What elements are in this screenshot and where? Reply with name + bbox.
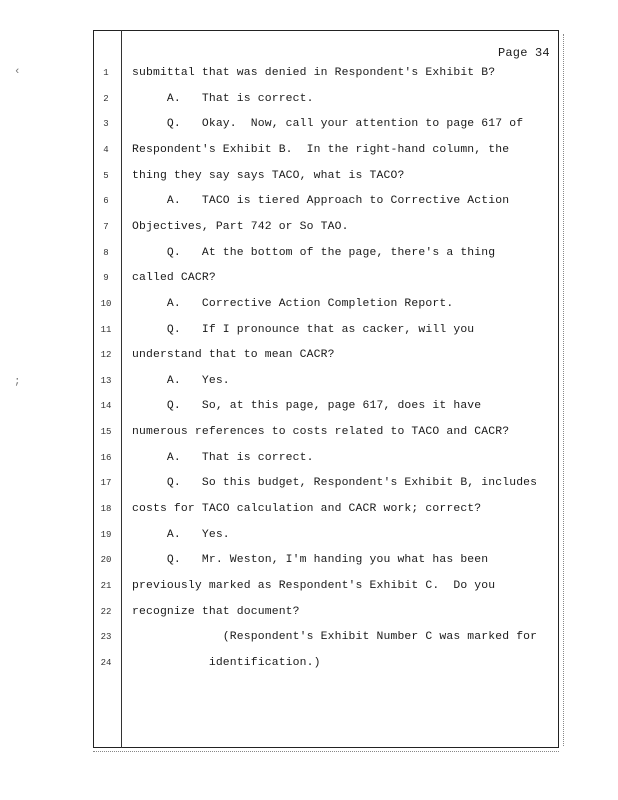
right-edge-dotted-rule <box>563 34 564 746</box>
transcript-line: A. TACO is tiered Approach to Corrective Action <box>132 195 510 208</box>
transcript-line: called CACR? <box>132 272 216 285</box>
line-number: 3 <box>103 119 109 130</box>
transcript-line: Respondent's Exhibit B. In the right-hand column, the <box>132 143 510 156</box>
line-number: 10 <box>100 298 112 309</box>
line-number: 8 <box>103 247 109 258</box>
transcript-line: identification.) <box>132 656 321 669</box>
line-number: 22 <box>100 606 112 617</box>
transcript-line: Objectives, Part 742 or So TAO. <box>132 220 349 233</box>
transcript-line: previously marked as Respondent's Exhibit C. Do you <box>132 580 496 592</box>
transcript-line: A. Corrective Action Completion Report. <box>132 297 454 310</box>
line-number: 17 <box>100 478 112 489</box>
line-number: 16 <box>100 452 112 463</box>
line-number: 23 <box>100 632 112 643</box>
transcript-line: recognize that document? <box>132 605 300 618</box>
transcript-line: understand that to mean CACR? <box>132 349 335 362</box>
line-number: 2 <box>103 93 109 104</box>
line-number: 7 <box>103 221 109 232</box>
transcript-line: A. Yes. <box>132 528 230 541</box>
transcript-line: submittal that was denied in Respondent's Exhibit B? <box>132 67 496 79</box>
transcript-line: A. That is correct. <box>132 451 314 464</box>
line-number: 18 <box>100 504 112 515</box>
transcript-line: numerous references to costs related to TACO and CACR? <box>132 426 510 439</box>
line-number: 20 <box>100 555 112 566</box>
line-number: 24 <box>100 657 112 668</box>
transcript-line: A. Yes. <box>132 374 230 387</box>
transcript-line: Q. So this budget, Respondent's Exhibit B, includes <box>132 477 538 490</box>
line-number-margin-rule <box>121 30 122 748</box>
line-number: 13 <box>100 375 112 386</box>
line-number: 1 <box>103 68 109 78</box>
transcript-line: thing they say says TACO, what is TACO? <box>132 169 405 182</box>
page-number: Page 34 <box>498 46 550 60</box>
transcript-line: A. That is correct. <box>132 92 314 105</box>
line-number: 4 <box>103 144 109 155</box>
line-number: 5 <box>103 170 109 181</box>
line-number: 19 <box>100 529 112 540</box>
transcript-line: Q. If I pronounce that as cacker, will you <box>132 323 475 336</box>
line-number: 12 <box>100 350 112 361</box>
transcript-line: costs for TACO calculation and CACR work; correct? <box>132 503 482 516</box>
scan-mark: ; <box>14 376 21 388</box>
line-number: 11 <box>100 324 112 335</box>
transcript-line: Q. Okay. Now, call your attention to page 617 of <box>132 118 524 131</box>
line-number: 15 <box>100 427 112 438</box>
scan-mark: ‹ <box>14 66 21 78</box>
line-number: 9 <box>103 273 109 284</box>
transcript-line: Q. At the bottom of the page, there's a thing <box>132 246 496 259</box>
transcript-line: (Respondent's Exhibit Number C was marked for <box>132 631 538 644</box>
line-number: 21 <box>100 581 112 591</box>
transcript-line: Q. Mr. Weston, I'm handing you what has been <box>132 554 489 567</box>
bottom-edge-dotted-rule <box>93 751 559 752</box>
line-number: 14 <box>100 401 112 412</box>
transcript-line: Q. So, at this page, page 617, does it have <box>132 400 482 413</box>
line-number: 6 <box>103 196 109 207</box>
